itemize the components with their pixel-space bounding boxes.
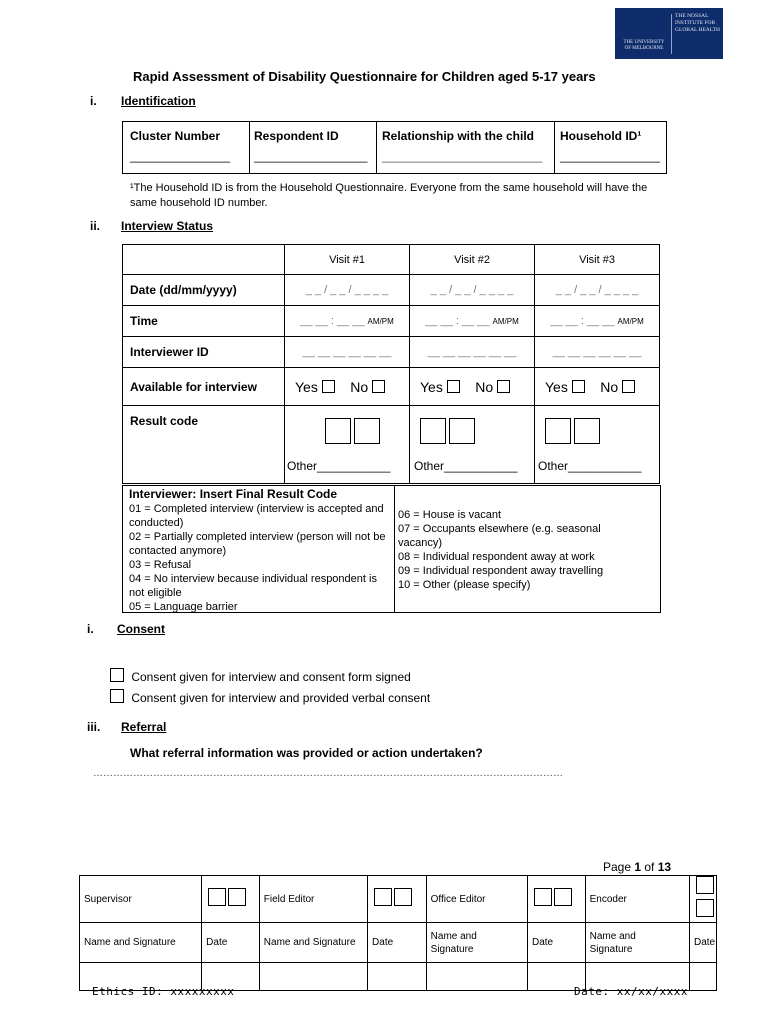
page-prefix: Page [603, 860, 635, 874]
field-editor-name-signature[interactable]: Name and Signature [259, 923, 367, 963]
footer-date: Date: xx/xx/xxxx [574, 985, 688, 998]
university-logo [615, 8, 723, 59]
respondent-id-label: Respondent ID [254, 129, 339, 143]
ampm-label: AM/PM [617, 317, 644, 326]
encoder-name-signature[interactable]: Name and Signature [585, 923, 689, 963]
section-title-interview-status: Interview Status [121, 219, 214, 233]
available-visit-1 [285, 368, 410, 406]
available-visit-3 [535, 368, 660, 406]
code-08: 08 = Individual respondent away at work [398, 551, 595, 563]
code-box[interactable] [696, 876, 714, 894]
no-label: No [600, 378, 619, 395]
date-field-visit-3[interactable]: _ _ / _ _ / _ _ _ _ [535, 275, 660, 306]
code-box[interactable] [696, 899, 714, 917]
office-editor-name-signature[interactable]: Name and Signature [426, 923, 527, 963]
time-blank: __ __ : __ __ [300, 315, 365, 327]
ampm-label: AM/PM [367, 317, 394, 326]
visit-1-header: Visit #1 [285, 245, 410, 275]
field-editor-signature-space[interactable] [259, 963, 367, 991]
respondent-id-blank: _________________ [254, 149, 368, 163]
ethics-id: Ethics ID: xxxxxxxxx [92, 985, 235, 998]
signoff-table [79, 875, 717, 991]
code-02: 02 = Partially completed interview (person will not be contacted anymore) [129, 531, 386, 557]
section-number-identification: i. [90, 94, 97, 108]
encoder-code-cell [690, 876, 717, 923]
date-field-visit-1[interactable]: _ _ / _ _ / _ _ _ _ [285, 275, 410, 306]
household-footnote: ¹The Household ID is from the Household Questionnaire. Everyone from the same household will have the same household ID number. [130, 182, 648, 209]
date-field-visit-2[interactable]: _ _ / _ _ / _ _ _ _ [410, 275, 535, 306]
time-field-visit-2[interactable] [410, 306, 535, 337]
result-code-digit-box[interactable] [449, 418, 475, 444]
yes-checkbox[interactable] [572, 380, 585, 393]
other-field[interactable]: Other___________ [538, 459, 642, 473]
code-box[interactable] [374, 888, 392, 906]
supervisor-code-cell [202, 876, 260, 923]
section-number-interview-status: ii. [90, 219, 101, 233]
time-field-visit-1[interactable] [285, 306, 410, 337]
result-code-digit-box[interactable] [545, 418, 571, 444]
logo-right-text: THE NOSSAL INSTITUTE FOR GLOBAL HEALTH [675, 13, 720, 33]
supervisor-name-signature[interactable]: Name and Signature [80, 923, 202, 963]
time-field-visit-3[interactable] [535, 306, 660, 337]
encoder-date-space[interactable] [690, 963, 717, 991]
office-editor-label: Office Editor [426, 876, 527, 923]
section-number-consent: i. [87, 622, 94, 636]
relationship-blank: ________________________ [382, 149, 543, 163]
legend-divider [394, 486, 395, 612]
section-number-referral: iii. [87, 720, 101, 734]
referral-question: What referral information was provided or action undertaken? [130, 746, 483, 760]
time-blank: __ __ : __ __ [550, 315, 615, 327]
other-field[interactable]: Other___________ [287, 459, 391, 473]
household-id-cell[interactable] [555, 122, 667, 174]
no-label: No [350, 378, 369, 395]
section-title-consent: Consent [117, 622, 165, 636]
result-code-label: Result code [123, 406, 285, 484]
code-09: 09 = Individual respondent away travelling [398, 565, 604, 577]
field-editor-date-space[interactable] [368, 963, 427, 991]
result-code-digit-box[interactable] [574, 418, 600, 444]
visit-3-header: Visit #3 [535, 245, 660, 275]
household-id-label: Household ID¹ [560, 129, 642, 143]
consent-option-signed [110, 668, 411, 684]
page-total: 13 [657, 860, 672, 874]
referral-answer-line[interactable]: …………………………………………………………………………………………………………………………… [93, 768, 563, 779]
code-box[interactable] [534, 888, 552, 906]
yes-label: Yes [295, 378, 318, 395]
visit-2-header: Visit #2 [410, 245, 535, 275]
code-box[interactable] [228, 888, 246, 906]
no-checkbox[interactable] [622, 380, 635, 393]
supervisor-label: Supervisor [80, 876, 202, 923]
available-label: Available for interview [123, 368, 285, 406]
yes-label: Yes [420, 378, 443, 395]
office-editor-date[interactable]: Date [528, 923, 586, 963]
result-code-digit-box[interactable] [420, 418, 446, 444]
cluster-number-blank: _______________ [130, 149, 231, 163]
consent-signed-checkbox[interactable] [110, 668, 124, 682]
yes-checkbox[interactable] [447, 380, 460, 393]
field-editor-label: Field Editor [259, 876, 367, 923]
code-10: 10 = Other (please specify) [398, 579, 531, 591]
encoder-label: Encoder [585, 876, 689, 923]
respondent-id-cell[interactable] [250, 122, 377, 174]
office-editor-signature-space[interactable] [426, 963, 527, 991]
office-editor-code-cell [528, 876, 586, 923]
relationship-cell[interactable] [377, 122, 555, 174]
other-field[interactable]: Other___________ [414, 459, 518, 473]
identification-table [122, 121, 667, 174]
interview-status-table [122, 244, 660, 484]
legend-codes-right [398, 508, 638, 592]
result-code-visit-3 [535, 406, 660, 484]
page-current: 1 [634, 860, 642, 874]
cluster-number-label: Cluster Number [130, 129, 221, 143]
code-box[interactable] [554, 888, 572, 906]
logo-left-text: THE UNIVERSITY OF MELBOURNE [623, 40, 665, 51]
interviewer-id-visit-1[interactable]: __ __ __ __ __ __ [285, 337, 410, 368]
code-06: 06 = House is vacant [398, 509, 502, 521]
code-box[interactable] [394, 888, 412, 906]
legend-heading: Interviewer: Insert Final Result Code [129, 487, 338, 501]
result-code-visit-2 [410, 406, 535, 484]
cluster-number-cell[interactable] [123, 122, 250, 174]
consent-option-verbal [110, 689, 430, 705]
field-editor-date[interactable]: Date [368, 923, 427, 963]
yes-label: Yes [545, 378, 568, 395]
interviewer-id-visit-2[interactable]: __ __ __ __ __ __ [410, 337, 535, 368]
relationship-label: Relationship with the child [382, 129, 535, 143]
page-of: of [641, 860, 658, 874]
consent-verbal-checkbox[interactable] [110, 689, 124, 703]
code-04: 04 = No interview because individual respondent is not eligible [129, 573, 377, 599]
no-checkbox[interactable] [497, 380, 510, 393]
household-id-blank: _______________ [560, 149, 661, 163]
code-07: 07 = Occupants elsewhere (e.g. seasonal vacancy) [398, 523, 601, 549]
date-label: Date (dd/mm/yyyy) [123, 275, 285, 306]
consent-signed-label: Consent given for interview and consent form signed [131, 670, 411, 684]
supervisor-date[interactable]: Date [202, 923, 260, 963]
result-code-legend [122, 485, 661, 613]
code-05: 05 = Language barrier [129, 601, 238, 613]
no-checkbox[interactable] [372, 380, 385, 393]
field-editor-code-cell [368, 876, 427, 923]
time-blank: __ __ : __ __ [425, 315, 490, 327]
visit-header-empty [123, 245, 285, 275]
logo-divider [671, 14, 672, 54]
consent-verbal-label: Consent given for interview and provided verbal consent [131, 691, 431, 705]
section-title-referral: Referral [121, 720, 167, 734]
section-title-identification: Identification [121, 94, 196, 108]
code-03: 03 = Refusal [129, 559, 192, 571]
code-01: 01 = Completed interview (interview is accepted and conducted) [129, 503, 384, 529]
interviewer-id-visit-3[interactable]: __ __ __ __ __ __ [535, 337, 660, 368]
time-label: Time [123, 306, 285, 337]
ampm-label: AM/PM [492, 317, 519, 326]
code-box[interactable] [208, 888, 226, 906]
page-number [603, 860, 671, 874]
result-code-visit-1 [285, 406, 410, 484]
available-visit-2 [410, 368, 535, 406]
yes-checkbox[interactable] [322, 380, 335, 393]
page-title: Rapid Assessment of Disability Questionnaire for Children aged 5-17 years [133, 69, 596, 84]
interviewer-id-label: Interviewer ID [123, 337, 285, 368]
result-code-digit-box[interactable] [354, 418, 380, 444]
encoder-date[interactable]: Date [690, 923, 717, 963]
result-code-digit-box[interactable] [325, 418, 351, 444]
no-label: No [475, 378, 494, 395]
legend-codes-left [129, 502, 391, 614]
